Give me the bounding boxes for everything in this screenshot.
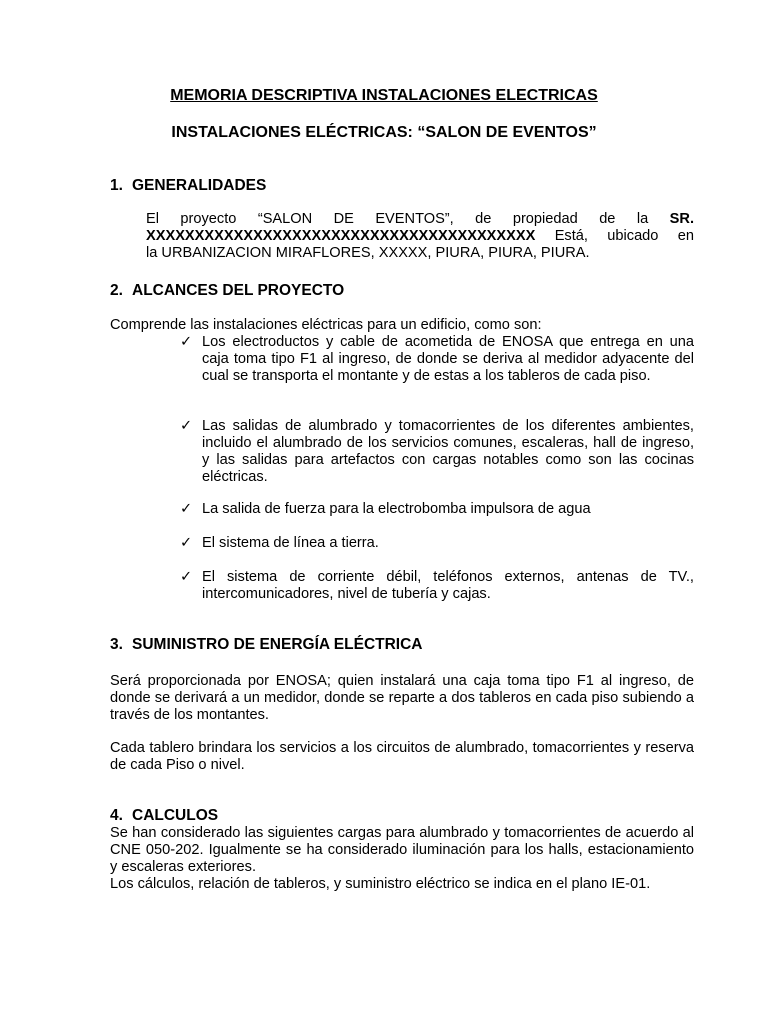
calculos-paragraph: Los cálculos, relación de tableros, y suministro eléctrico se indica en el plano IE-01. bbox=[110, 876, 651, 892]
paragraph-line bbox=[146, 228, 694, 245]
list-item-text: Los electroductos y cable de acometida de ENOSA que entrega en una caja toma tipo F1 al ingreso, de donde se deriva al medidor adyacente del cual se transporta el montante y de estas a los tableros de cada piso. bbox=[202, 334, 694, 384]
section-number: 2. bbox=[110, 282, 123, 299]
generalidades-paragraph bbox=[146, 211, 694, 262]
paragraph-bold-text: SR. bbox=[669, 211, 694, 227]
list-item-text: El sistema de corriente débil, teléfonos externos, antenas de TV., intercomunicadores, nivel de tubería y cajas. bbox=[202, 569, 694, 602]
suministro-paragraph: Será proporcionada por ENOSA; quien instalará una caja toma tipo F1 al ingreso, de donde se derivará a un medidor, donde se reparte a dos tableros en cada piso subiendo a través de los montantes. bbox=[110, 673, 694, 723]
checkmark-icon: ✓ bbox=[180, 501, 193, 517]
section-number: 3. bbox=[110, 636, 123, 653]
section-title: SUMINISTRO DE ENERGÍA ELÉCTRICA bbox=[132, 636, 423, 653]
list-item-text: La salida de fuerza para la electrobomba impulsora de agua bbox=[202, 501, 591, 517]
paragraph-text: El proyecto “SALON DE EVENTOS”, de propiedad de la bbox=[146, 211, 670, 227]
document-subtitle: INSTALACIONES ELÉCTRICAS: “SALON DE EVENTOS” bbox=[171, 124, 597, 141]
section-title: GENERALIDADES bbox=[132, 177, 267, 194]
paragraph-line: la URBANIZACION MIRAFLORES, XXXXX, PIURA, PIURA, PIURA. bbox=[146, 245, 590, 261]
section-number: 1. bbox=[110, 177, 123, 194]
checkmark-icon: ✓ bbox=[180, 569, 193, 585]
section-title: CALCULOS bbox=[132, 807, 219, 824]
list-item bbox=[180, 569, 694, 603]
calculos-paragraph: Se han considerado las siguientes cargas para alumbrado y tomacorrientes de acuerdo al CNE 050-202. Igualmente se ha considerado iluminación para los halls, estacionamiento y escaleras exteriores. bbox=[110, 825, 694, 875]
section-title: ALCANCES DEL PROYECTO bbox=[132, 282, 345, 299]
suministro-paragraph: Cada tablero brindara los servicios a los circuitos de alumbrado, tomacorrientes y reserva de cada Piso o nivel. bbox=[110, 740, 694, 773]
list-item bbox=[180, 535, 694, 552]
paragraph-text: Está, ubicado en bbox=[535, 228, 694, 244]
document-title: MEMORIA DESCRIPTIVA INSTALACIONES ELECTRICAS bbox=[170, 87, 598, 104]
list-item-text: El sistema de línea a tierra. bbox=[202, 535, 379, 551]
alcances-intro: Comprende las instalaciones eléctricas para un edificio, como son: bbox=[110, 317, 542, 333]
section-heading-suministro bbox=[110, 635, 423, 655]
list-item bbox=[180, 501, 694, 518]
list-item bbox=[180, 418, 694, 486]
list-item bbox=[180, 334, 694, 385]
checkmark-icon: ✓ bbox=[180, 334, 193, 350]
list-item-text: Las salidas de alumbrado y tomacorrientes de los diferentes ambientes, incluido el alumbrado de los servicios comunes, escaleras, hall de ingreso, y las salidas para artefactos con cargas notables como son las cocinas eléctricas. bbox=[202, 418, 694, 485]
section-heading-calculos bbox=[110, 806, 218, 826]
paragraph-line bbox=[146, 211, 694, 228]
section-heading-alcances bbox=[110, 281, 344, 301]
checkmark-icon: ✓ bbox=[180, 418, 193, 434]
checkmark-icon: ✓ bbox=[180, 535, 193, 551]
owner-name-placeholder: XXXXXXXXXXXXXXXXXXXXXXXXXXXXXXXXXXXXXXXX bbox=[146, 228, 536, 244]
section-heading-generalidades bbox=[110, 176, 266, 196]
section-number: 4. bbox=[110, 807, 123, 824]
